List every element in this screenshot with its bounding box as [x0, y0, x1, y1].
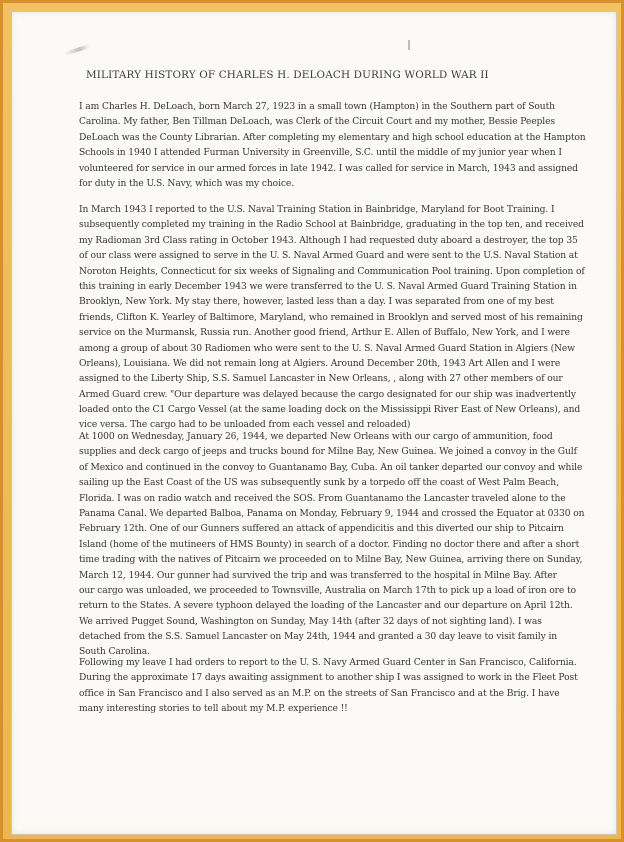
text-line: subsequently completed my training in the Radio School at Bainbridge, graduating in the top ten, and received	[79, 219, 584, 231]
text-line: Armed Guard crew. "Our departure was delayed because the cargo designated for our ship was inadvertently	[79, 388, 576, 400]
text-line: During the approximate 17 days awaiting assignment to another ship I was assigned to work in the Fleet Post	[79, 672, 578, 684]
text-line: detached from the S.S. Samuel Lancaster on May 24th, 1944 and granted a 30 day leave to visit family in	[79, 631, 558, 643]
text-line: We arrived Pugget Sound, Washington on Sunday, May 14th (after 32 days of not sighting land). I was	[79, 615, 542, 627]
text-line: friends, Clifton K. Yearley of Baltimore, Maryland, who remained in Brooklyn and served most of his remaining	[79, 311, 583, 323]
text-line: Brooklyn, New York. My stay there, however, lasted less than a day. I was separated from one of my best	[79, 296, 554, 308]
text-line: assigned to the Liberty Ship, S.S. Samuel Lancaster in New Orleans, , along with 27 other members of our	[79, 373, 563, 385]
text-line: loaded onto the C1 Cargo Vessel (at the same loading dock on the Mississippi River East of New Orleans), and	[79, 404, 581, 416]
text-line: my Radioman 3rd Class rating in October 1943. Although I had requested duty aboard a destroyer, the top 35	[79, 234, 578, 246]
text-line: Carolina. My father, Ben Tillman DeLoach, was Clerk of the Circuit Court and my mother, Bessie Peeples	[79, 116, 555, 128]
text-line: this training in early December 1943 we were transferred to the U. S. Naval Armed Guard Training Station in	[79, 280, 577, 292]
text-line: Florida. I was on radio watch and received the SOS. From Guantanamo the Lancaster traveled alone to the	[79, 492, 566, 504]
text-line: sailing up the East Coast of the US was subsequently sunk by a torpedo off the coast of West Palm Beach,	[79, 477, 559, 489]
text-line: At 1000 on Wednesday, January 26, 1944, we departed New Orleans with our cargo of ammunition, food	[79, 431, 553, 442]
text-line: Panama Canal. We departed Balboa, Panama on Monday, February 9, 1944 and crossed the Equator at 0330 on	[79, 507, 585, 519]
text-line: February 12th. One of our Gunners suffered an attack of appendicitis and this diverted our ship to Pitcairn	[79, 523, 564, 535]
text-line: March 12, 1944. Our gunner had survived the trip and was transferred to the hospital in Milne Bay. After	[79, 569, 557, 581]
text-line: Following my leave I had orders to report to the U. S. Navy Armed Guard Center in San Francisco, California.	[79, 657, 577, 668]
document-title: MILITARY HISTORY OF CHARLES H. DELOACH DURING WORLD WAR II	[86, 69, 489, 81]
text-line: I am Charles H. DeLoach, born March 27, 1923 in a small town (Hampton) in the Southern part of South	[79, 101, 555, 112]
text-line: among a group of about 30 Radiomen who were sent to the U. S. Naval Armed Guard Station in Algiers (New	[79, 342, 575, 354]
scan-speck	[408, 40, 410, 50]
text-line: of our class were assigned to serve in the U. S. Naval Armed Guard and were sent to the U.S. Naval Station at	[79, 250, 578, 262]
text-line: Schools in 1940 I attended Furman University in Greenville, S.C. until the middle of my junior year when I	[79, 147, 562, 159]
text-line: for duty in the U.S. Navy, which was my choice.	[79, 177, 294, 189]
text-line: vice versa. The cargo had to be unloaded from each vessel and reloaded)	[79, 419, 411, 431]
text-line: office in San Francisco and I also served as an M.P. on the streets of San Francisco and at the Brig. I have	[79, 687, 560, 699]
text-line: South Carolina.	[79, 646, 150, 658]
text-line: service on the Murmansk, Russia run. Another good friend, Arthur E. Allen of Buffalo, New York, and I were	[79, 327, 570, 339]
paragraph-training	[79, 202, 614, 433]
text-line: our cargo was unloaded, we proceeded to Townsville, Australia on March 17th to pick up a load of iron ore to	[79, 584, 576, 596]
text-line: Orleans), Louisiana. We did not remain long at Algiers. Around December 20th, 1943 Art Allen and I were	[79, 357, 561, 369]
text-line: supplies and deck cargo of jeeps and trucks bound for Milne Bay, New Guinea. We joined a convoy in the Gulf	[79, 446, 577, 458]
text-line: In March 1943 I reported to the U.S. Naval Training Station in Bainbridge, Maryland for Boot Training. I	[79, 204, 555, 215]
text-line: Island (home of the mutineers of HMS Bounty) in search of a doctor. Finding no doctor there and after a short	[79, 538, 580, 550]
scan-speck	[64, 44, 90, 56]
text-line: time trading with the natives of Pitcairn we proceeded on to Milne Bay, New Guinea, arriving there on Sunday,	[79, 554, 583, 566]
text-line: return to the States. A severe typhoon delayed the loading of the Lancaster and our departure on April 12th.	[79, 600, 573, 612]
paragraph-early-life	[79, 99, 614, 191]
text-line: volunteered for service in our armed forces in late 1942. I was called for service in March, 1943 and assigned	[79, 162, 578, 174]
text-line: Noroton Heights, Connecticut for six weeks of Signaling and Communication Pool training. Upon completion of	[79, 265, 585, 277]
text-line: DeLoach was the County Librarian. After completing my elementary and high school education at the Hampton	[79, 131, 586, 143]
paragraph-san-francisco	[79, 655, 614, 717]
paragraph-voyage	[79, 429, 614, 660]
text-line: of Mexico and continued in the convoy to Guantanamo Bay, Cuba. An oil tanker departed our convoy and while	[79, 461, 583, 473]
text-line: many interesting stories to tell about my M.P. experience !!	[79, 703, 348, 715]
